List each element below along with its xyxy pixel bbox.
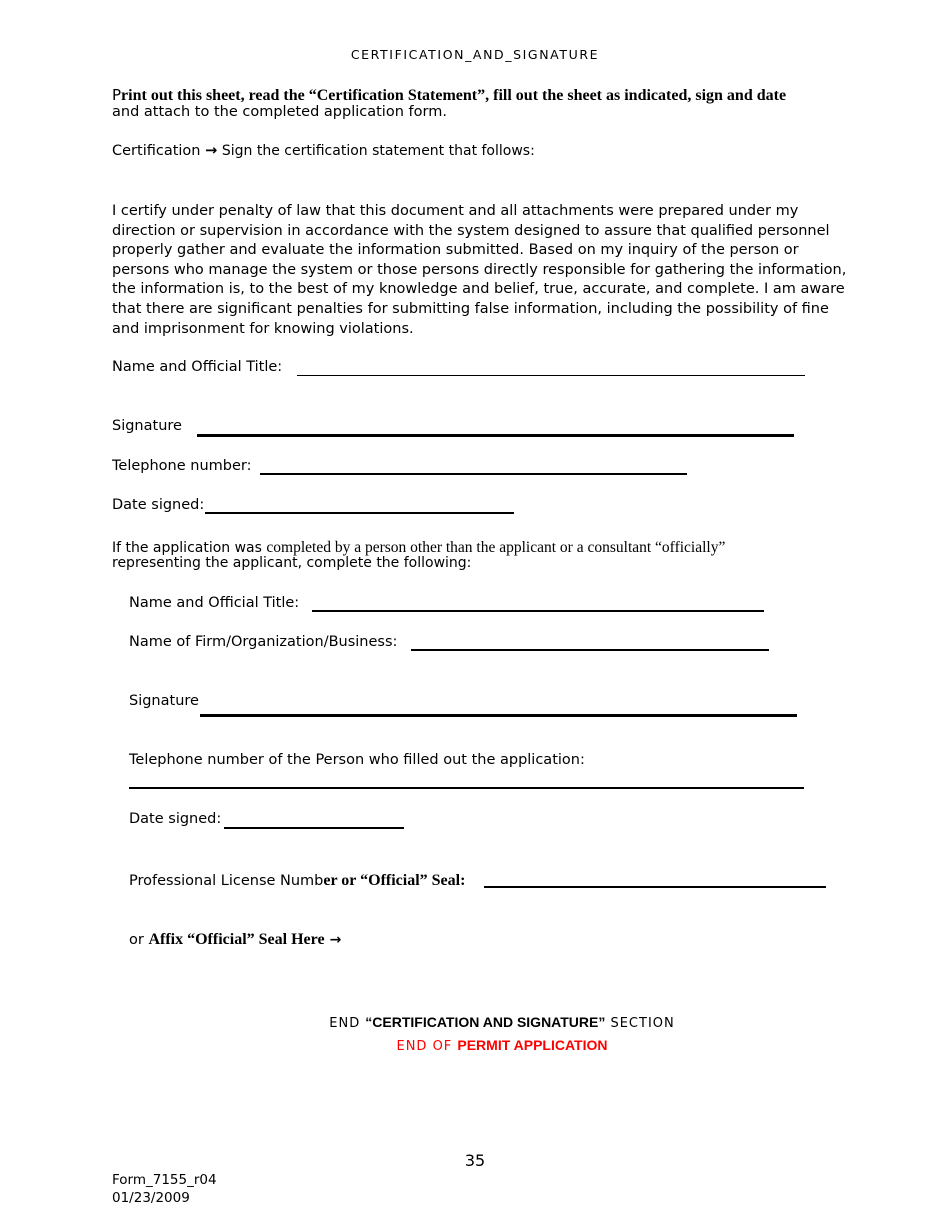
end-of-text: END OF [396, 1039, 453, 1054]
other-license-label-part1: Professional License Numb [129, 873, 324, 889]
page-header: CERTIFICATION_AND_SIGNATURE [350, 47, 600, 62]
other-signature-label: Signature [129, 693, 199, 709]
other-firm-line[interactable] [411, 649, 769, 651]
section-word: SECTION [610, 1016, 675, 1031]
certification-label: Certification [112, 143, 201, 159]
certification-statement: I certify under penalty of law that this document and all attachments were prepared under my direction or supervision in accordance with the system designed to assure that qualified personnel properly gather and evaluate the information submitted. Based on my inquiry of the person or persons who manage the system or those persons directly responsible for gathering the information, the information is, to the best of my knowledge and belief, true, accurate, and complete. I am aware that there are significant penalties for submitting false information, including the possibility of fine and imprisonment for knowing violations. [112, 203, 847, 337]
applicant-signature-label: Signature [112, 418, 182, 434]
form-date: 01/23/2009 [112, 1190, 190, 1206]
permit-application-text: PERMIT APPLICATION [457, 1037, 608, 1053]
applicant-telephone-label: Telephone number: [112, 458, 252, 474]
affix-part2: Affix “Official” Seal Here [148, 931, 325, 948]
other-firm-label: Name of Firm/Organization/Business: [129, 634, 398, 650]
intro-first-letter: P [112, 86, 122, 104]
section-name: “CERTIFICATION AND SIGNATURE” [365, 1014, 606, 1030]
other-telephone-line[interactable] [129, 787, 804, 789]
end-section-line [0, 1012, 950, 1031]
other-signature-line[interactable] [200, 714, 797, 717]
intro-bold-text: rint out this sheet, read the “Certification Statement”, fill out the sheet as indicated, sign and date [121, 87, 787, 104]
other-license-field [129, 870, 465, 890]
certification-instruction-text: Sign the certification statement that follows: [221, 143, 535, 159]
applicant-date-label: Date signed: [112, 497, 205, 513]
other-date-label: Date signed: [129, 811, 222, 827]
applicant-name-title-label: Name and Official Title: [112, 359, 283, 375]
end-word: END [329, 1016, 361, 1031]
end-of-application-line [0, 1035, 950, 1054]
other-license-label-part2: er or “Official” Seal: [323, 872, 466, 889]
affix-seal-instruction [129, 929, 341, 949]
applicant-date-line[interactable] [205, 512, 514, 514]
page-number: 35 [464, 1151, 486, 1170]
affix-part1: or [129, 932, 149, 948]
applicant-name-title-field [112, 359, 282, 375]
other-person-intro-line-2: representing the applicant, complete the following: [112, 555, 472, 571]
other-telephone-label: Telephone number of the Person who filled out the application: [129, 752, 585, 768]
other-license-line[interactable] [484, 886, 826, 888]
other-person-intro-part2: completed by a person other than the applicant or a consultant “officially” [266, 539, 726, 556]
other-person-intro-line-1 [112, 537, 725, 557]
form-id: Form_7155_r04 [112, 1172, 217, 1188]
applicant-name-title-line[interactable] [297, 375, 805, 376]
other-person-intro-part1: If the application was [112, 540, 267, 556]
other-date-line[interactable] [224, 827, 404, 829]
intro-line-1 [112, 85, 786, 105]
intro-line-2: and attach to the completed application form. [112, 104, 447, 120]
applicant-telephone-line[interactable] [260, 473, 687, 475]
applicant-signature-line[interactable] [197, 434, 794, 437]
certification-instruction [112, 143, 535, 159]
other-name-title-line[interactable] [312, 610, 764, 612]
other-name-title-label: Name and Official Title: [129, 595, 300, 611]
arrow-right-icon: → [329, 932, 342, 948]
arrow-right-icon: → [205, 143, 218, 159]
